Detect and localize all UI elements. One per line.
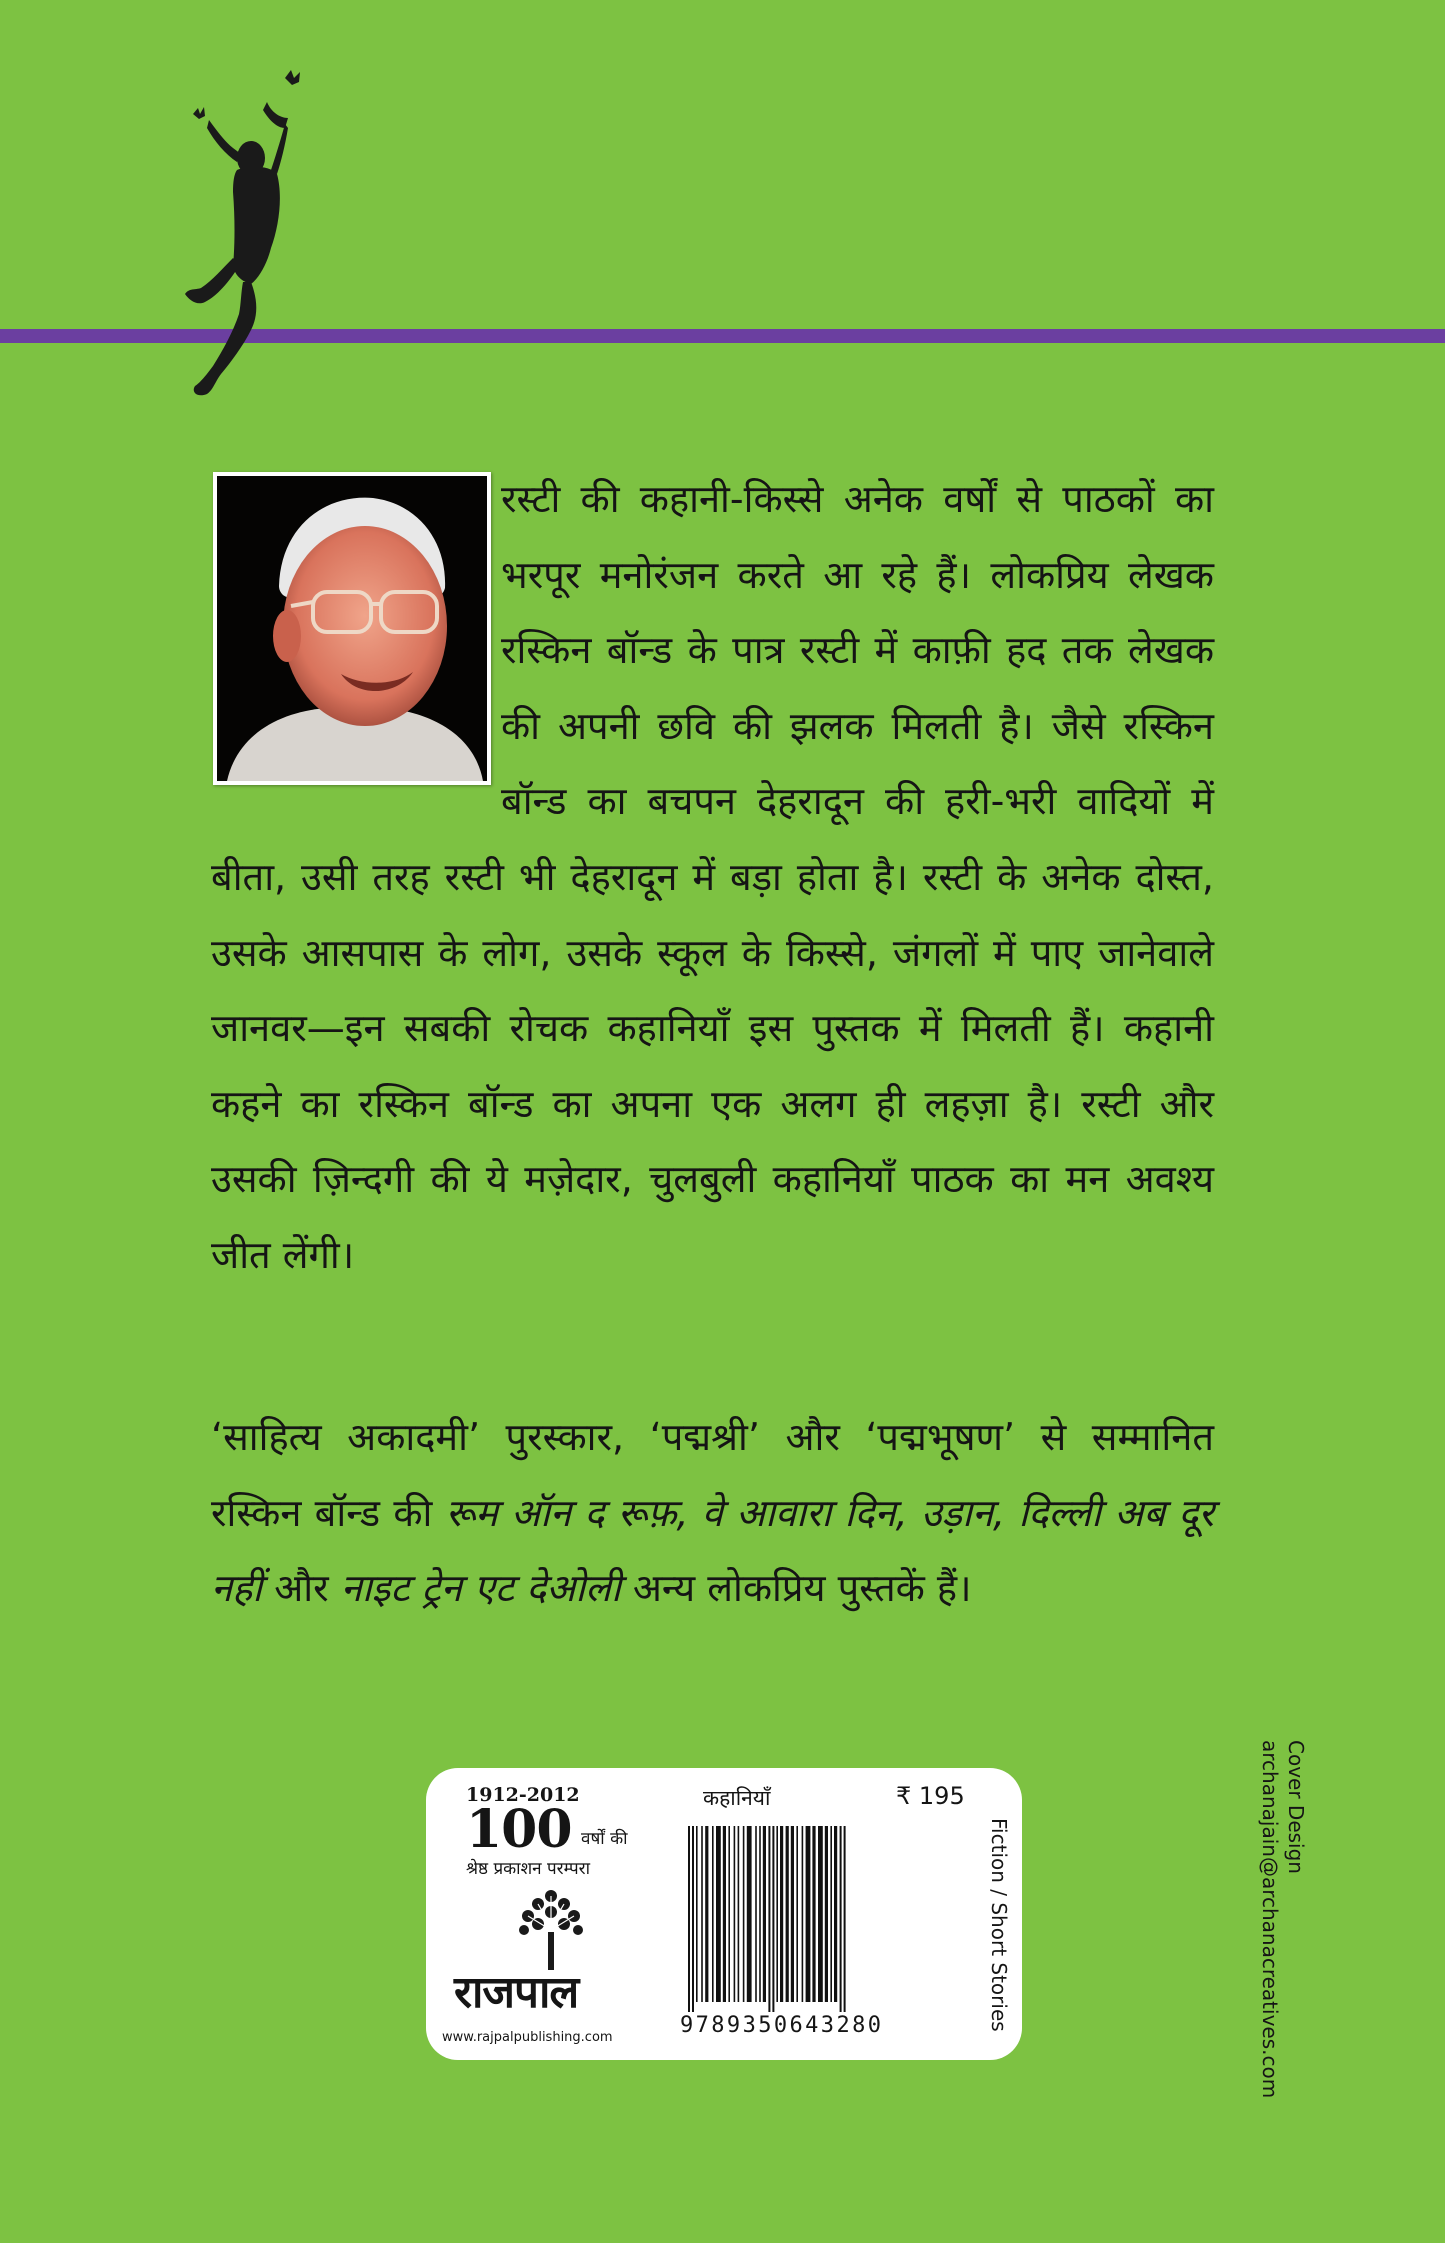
butterfly-icon [285, 70, 300, 85]
barcode-bar [759, 1826, 761, 2002]
works-intro: ‘साहित्य अकादमी’ पुरस्कार, ‘पद्मश्री’ और ‘पद्मभूषण’ से सम्मानित रस्किन बॉन्ड की [211, 1415, 1214, 1535]
barcode-bar [734, 1826, 736, 2002]
anniversary-number: 100 [466, 1799, 572, 1860]
works-title-night-train: नाइट ट्रेन एट देओली [340, 1566, 621, 1611]
barcode-bar [701, 1826, 703, 2002]
barcode-bar [747, 1826, 752, 2002]
barcode-bar [818, 1826, 823, 2002]
barcode-bar [812, 1826, 815, 2002]
barcode-bar [780, 1826, 783, 2002]
barcode-bar [786, 1826, 789, 2002]
boy-jumping-silhouette-icon [185, 68, 385, 403]
barcode-bar [830, 1826, 832, 2002]
isbn-number: 9789350643280 [680, 2013, 884, 2038]
barcode-bar [776, 1826, 778, 2002]
barcode-bar [844, 1826, 846, 2012]
barcode-bar [723, 1826, 726, 2002]
author-works-paragraph [211, 1400, 1214, 1627]
barcode [684, 1826, 975, 2012]
publisher-barcode-panel [426, 1768, 1022, 2060]
barcode-bar [743, 1826, 745, 2002]
category-label: Fiction / Short Stories [987, 1818, 1011, 2032]
barcode-bar [763, 1826, 766, 2002]
barcode-bar [796, 1826, 798, 2002]
synopsis-paragraph [211, 462, 1214, 1294]
barcode-bar [705, 1826, 708, 2002]
barcode-bar [712, 1826, 714, 2002]
tree-icon [516, 1886, 586, 1971]
works-title-list: रूम ऑन द रूफ़, वे आवारा दिन, उड़ान, दिल्ली अब दूर नहीं [211, 1490, 1214, 1611]
barcode-bar [791, 1826, 794, 2002]
publisher-website: www.rajpalpublishing.com [442, 2030, 613, 2045]
barcode-bar [688, 1826, 690, 2012]
butterfly-icon [193, 107, 205, 119]
synopsis-text: रस्टी की कहानी-किस्से अनेक वर्षों से पाठकों का भरपूर मनोरंजन करते आ रहे हैं। लोकप्रिय लेखक रस्किन बॉन्ड के पात्र रस्टी में काफ़ी हद तक लेखक की अपनी छवि की झलक मिलती है। जैसे रस्किन बॉन्ड का बचपन देहरादून की हरी-भरी वादियों में बीता, उसी तरह रस्टी भी देहरादून में बड़ा होता है। रस्टी के अनेक दोस्त, उसके आसपास के लोग, उसके स्कूल के किस्से, जंगलों में पाए जानेवाले जानवर—इन सबकी रोचक कहानियाँ इस पुस्तक में मिलती हैं। कहानी कहने का रस्किन बॉन्ड का अपना एक अलग ही लहज़ा है। रस्टी और उसकी ज़िन्दगी की ये मज़ेदार, चुलबुली कहानियाँ पाठक का मन अवश्य जीत लेंगी। [211, 477, 1214, 1277]
barcode-bar [692, 1826, 694, 2012]
publisher-name: राजपाल [454, 1967, 579, 2018]
barcode-bar [825, 1826, 828, 2002]
barcode-bar [840, 1826, 842, 2012]
credit-label: Cover Design [1284, 1740, 1308, 1874]
barcode-bar [768, 1826, 770, 2012]
barcode-bar [696, 1826, 698, 2002]
barcode-bar [728, 1826, 730, 2002]
barcode-bar [802, 1826, 804, 2002]
barcode-bar [834, 1826, 837, 2002]
barcode-bar [755, 1826, 757, 2002]
barcode-bar [772, 1826, 774, 2012]
works-outro: अन्य लोकप्रिय पुस्तकें हैं। [632, 1566, 972, 1611]
publisher-tagline: श्रेष्ठ प्रकाशन परम्परा [466, 1859, 591, 1879]
works-and: और [274, 1566, 329, 1611]
publisher-block [426, 1768, 672, 2060]
anniversary-years: 1912-2012 [466, 1784, 580, 1806]
barcode-bar [738, 1826, 740, 2002]
cover-design-credit [1257, 1740, 1309, 2099]
price-label: ₹ 195 [896, 1782, 965, 1810]
credit-email: archanajain@archanacreatives.com [1258, 1740, 1282, 2099]
genre-label: कहानियाँ [703, 1786, 771, 1810]
anniversary-label: वर्षों की [581, 1829, 628, 1849]
barcode-bar [716, 1826, 721, 2002]
barcode-bar [806, 1826, 811, 2002]
